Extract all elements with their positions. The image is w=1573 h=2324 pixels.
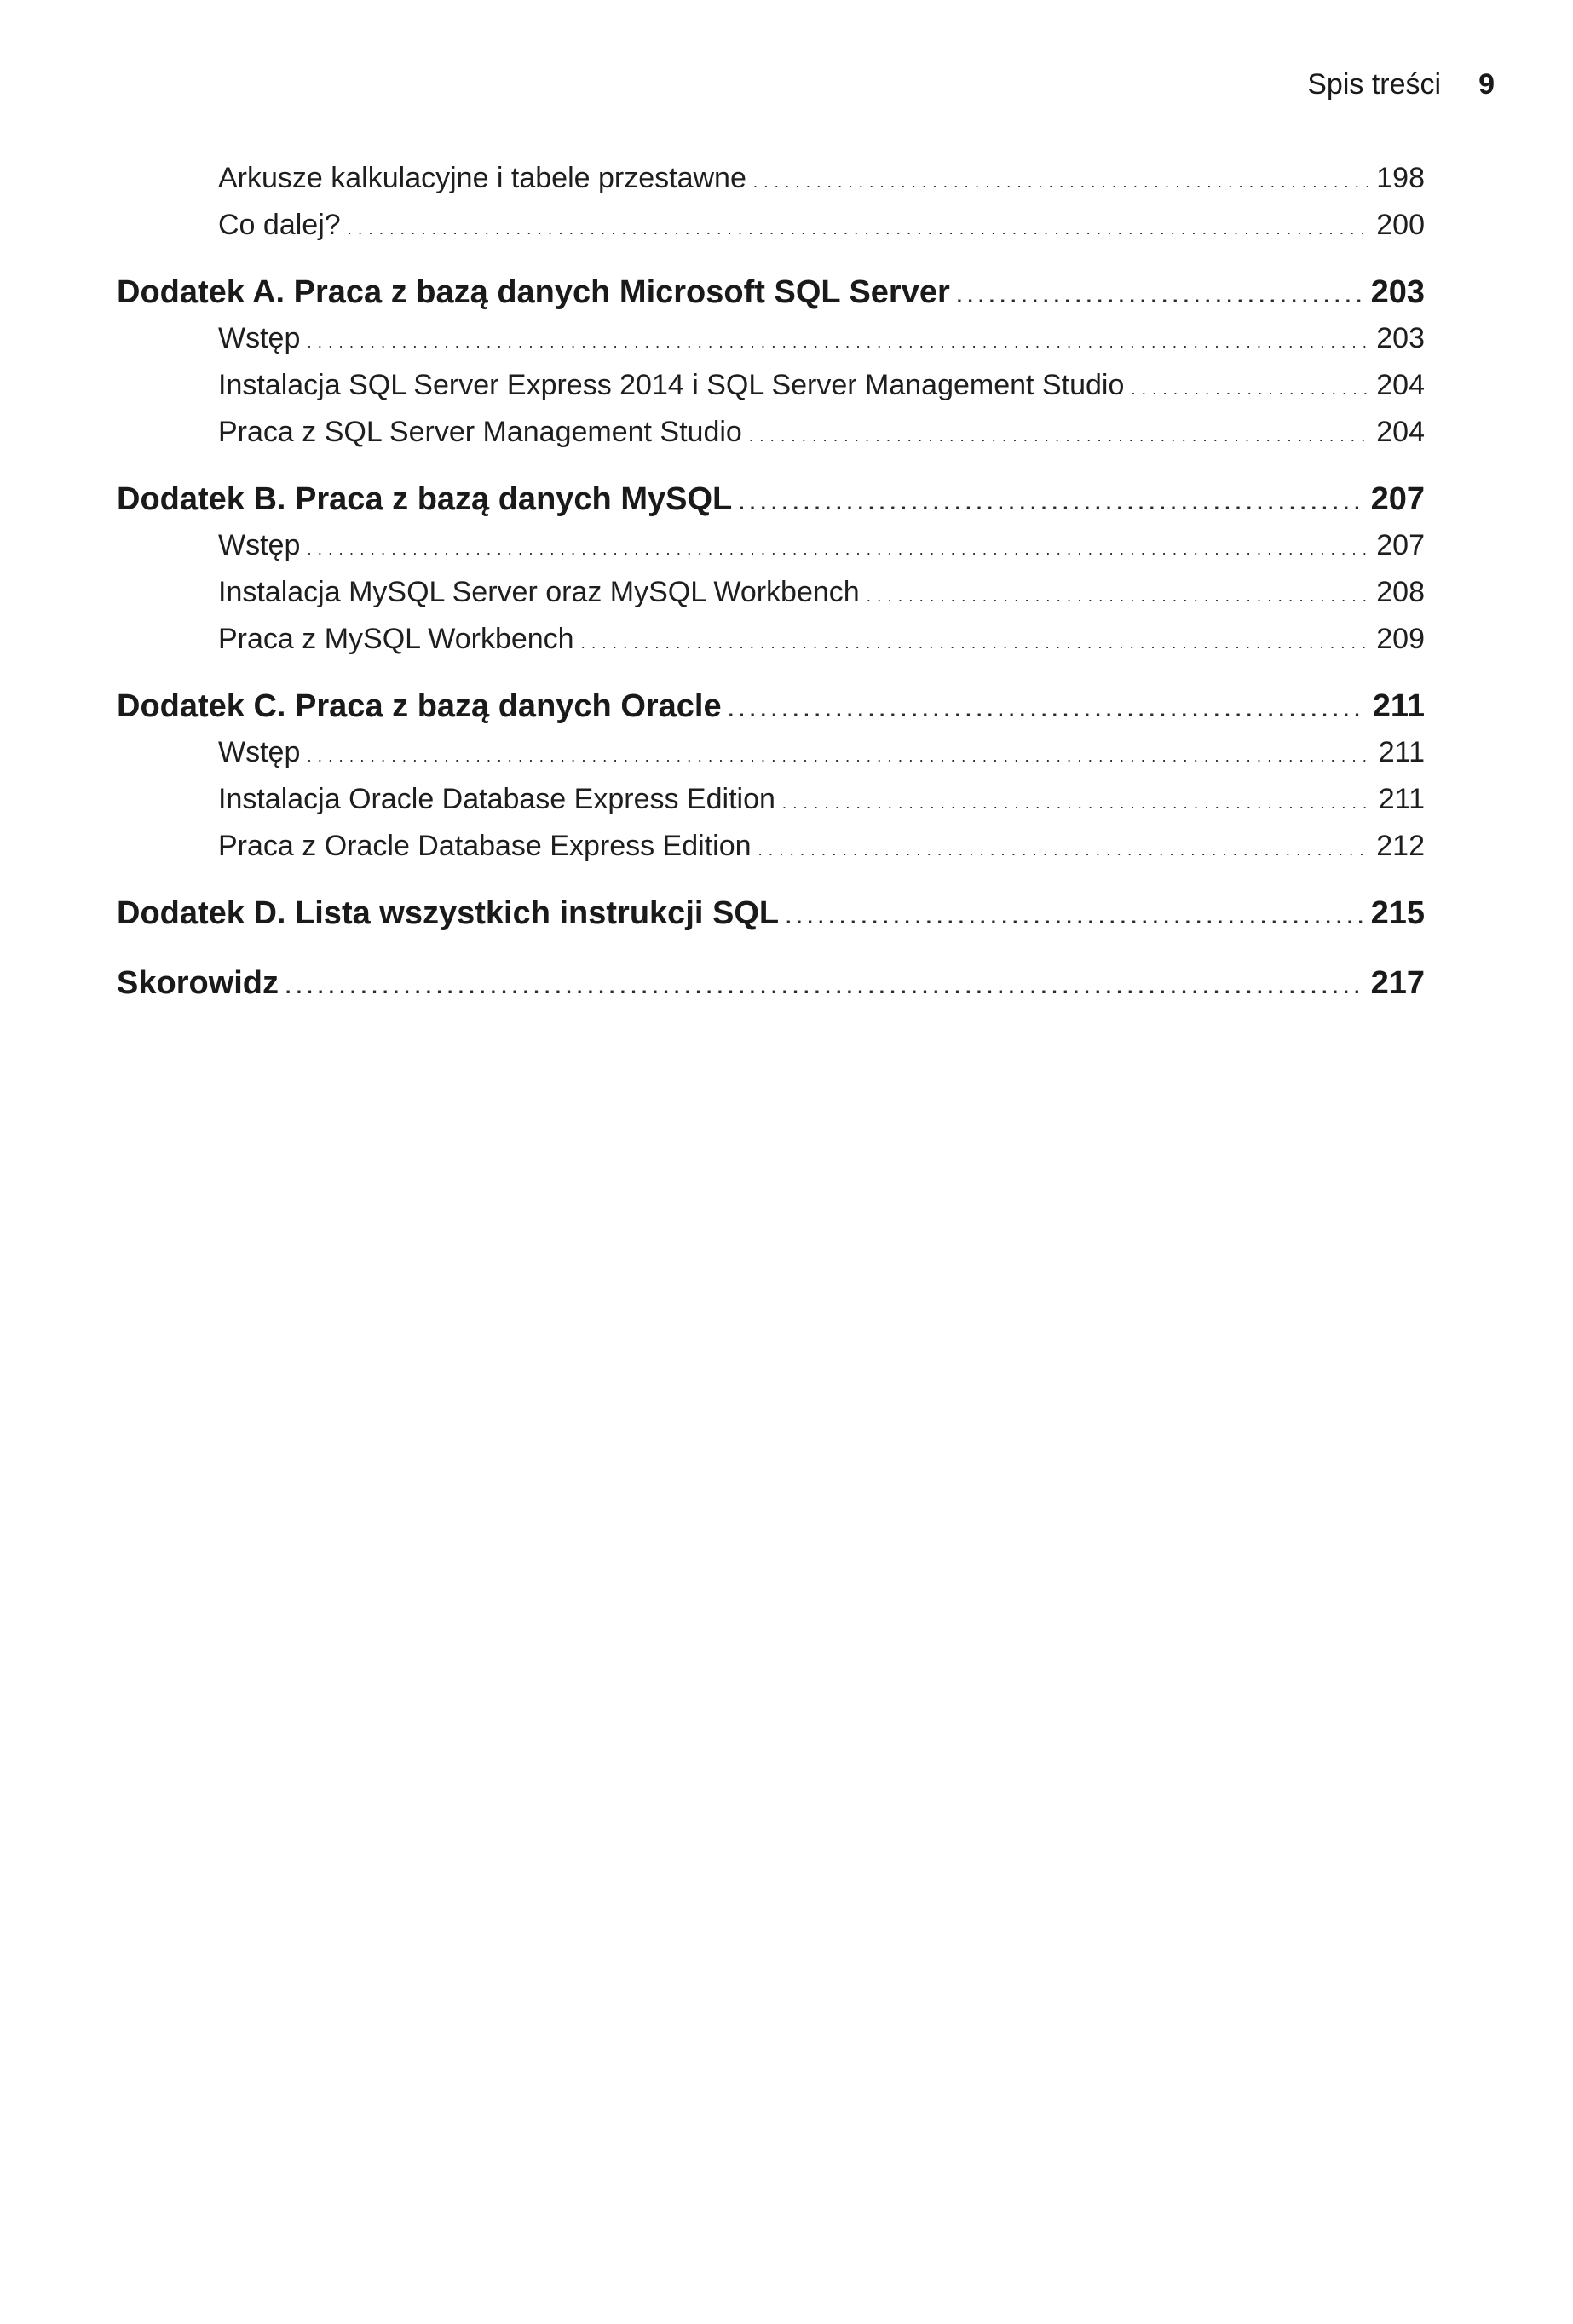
toc-entry-page: 211 — [1378, 783, 1425, 815]
toc-chapter-label: Skorowidz — [117, 965, 279, 1001]
toc-chapter-appendix-a — [117, 274, 1425, 322]
dot-leader — [782, 794, 1372, 813]
toc-chapter-label: Dodatek B. Praca z bazą danych MySQL — [117, 481, 733, 517]
dot-leader — [581, 634, 1370, 653]
dot-leader — [307, 333, 1369, 352]
toc-entry-label: Wstęp — [218, 736, 301, 768]
toc-entry-label: Praca z SQL Server Management Studio — [218, 416, 742, 448]
toc-chapter-index — [117, 965, 1425, 1013]
running-header-title: Spis treści — [1307, 68, 1442, 101]
dot-leader — [729, 699, 1366, 722]
toc-entry-label: Praca z Oracle Database Express Edition — [218, 830, 752, 862]
toc-entry — [117, 416, 1425, 463]
toc-entry-page: 211 — [1378, 736, 1425, 768]
toc-entry-label: Wstęp — [218, 529, 301, 561]
toc-entry — [117, 529, 1425, 576]
toc-entry-page: 204 — [1376, 369, 1425, 401]
toc-entry-page: 208 — [1376, 576, 1425, 608]
toc-entry-page: 203 — [1376, 322, 1425, 354]
toc-chapter-page: 215 — [1370, 895, 1425, 931]
toc-entry-page: 207 — [1376, 529, 1425, 561]
toc-entry-page: 212 — [1376, 830, 1425, 862]
toc-entry-label: Arkusze kalkulacyjne i tabele przestawne — [218, 162, 746, 194]
toc-entry — [117, 369, 1425, 416]
dot-leader — [867, 587, 1370, 606]
toc-entry — [117, 623, 1425, 670]
toc-chapter-page: 207 — [1370, 481, 1425, 517]
toc-chapter-page: 211 — [1372, 688, 1425, 724]
toc-chapter-page: 217 — [1370, 965, 1425, 1001]
toc-entry-label: Wstęp — [218, 322, 301, 354]
dot-leader — [957, 285, 1364, 308]
dot-leader — [1131, 380, 1369, 399]
toc-chapter-label: Dodatek D. Lista wszystkich instrukcji SQL — [117, 895, 780, 931]
toc-entry-page: 204 — [1376, 416, 1425, 448]
dot-leader — [758, 841, 1370, 860]
dot-leader — [307, 747, 1371, 766]
toc-entry — [117, 209, 1425, 256]
dot-leader — [739, 492, 1363, 515]
toc-chapter-appendix-b — [117, 481, 1425, 529]
toc-entry-label: Instalacja SQL Server Express 2014 i SQL Server Management Studio — [218, 369, 1125, 401]
toc-entry — [117, 322, 1425, 369]
dot-leader — [285, 975, 1364, 998]
dot-leader — [786, 906, 1363, 929]
toc-entry-label: Instalacja MySQL Server oraz MySQL Workbench — [218, 576, 860, 608]
toc-entry-label: Co dalej? — [218, 209, 341, 241]
page-number: 9 — [1478, 68, 1495, 101]
toc-entry-label: Instalacja Oracle Database Express Edition — [218, 783, 775, 815]
dot-leader — [307, 540, 1369, 559]
toc-entry-page: 198 — [1376, 162, 1425, 194]
toc-chapter-appendix-d — [117, 895, 1425, 943]
toc-entry-page: 200 — [1376, 209, 1425, 241]
toc-entry — [117, 783, 1425, 830]
toc-entry — [117, 162, 1425, 209]
page-header — [1307, 68, 1495, 101]
toc-entry — [117, 830, 1425, 877]
toc-chapter-page: 203 — [1370, 274, 1425, 310]
dot-leader — [348, 220, 1370, 239]
toc-chapter-label: Dodatek C. Praca z bazą danych Oracle — [117, 688, 722, 724]
toc-entry — [117, 576, 1425, 623]
dot-leader — [753, 173, 1369, 192]
toc-entry-page: 209 — [1376, 623, 1425, 655]
toc-entry — [117, 736, 1425, 783]
toc-entry-label: Praca z MySQL Workbench — [218, 623, 574, 655]
toc-chapter-appendix-c — [117, 688, 1425, 736]
dot-leader — [749, 427, 1369, 446]
table-of-contents — [117, 162, 1425, 1013]
toc-chapter-label: Dodatek A. Praca z bazą danych Microsoft SQL Server — [117, 274, 950, 310]
